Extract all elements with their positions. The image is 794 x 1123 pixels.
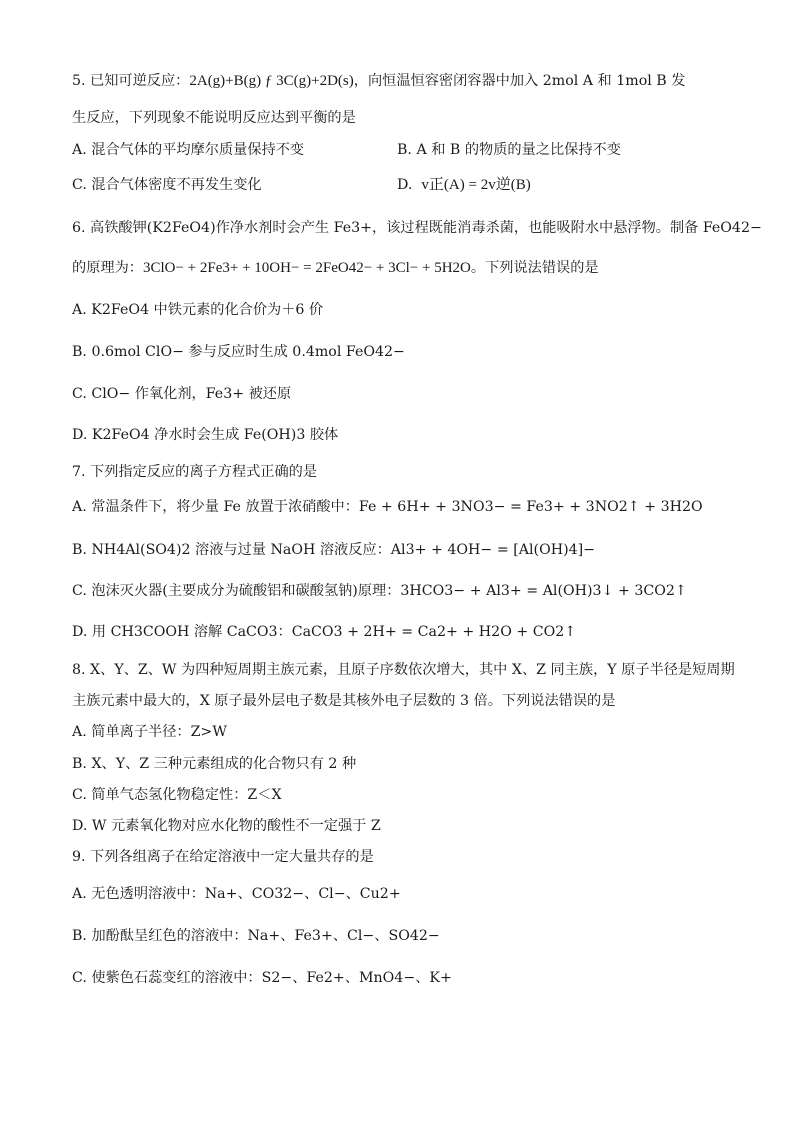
q5-option-a: A. 混合气体的平均摩尔质量保持不变 bbox=[72, 142, 305, 158]
q6-stem-2a: 的原理为： bbox=[72, 260, 143, 276]
q6-stem-2b: 。下列说法错误的是 bbox=[470, 260, 599, 276]
q9-option-c: C. 使紫色石蕊变红的溶液中：S2−、Fe2+、MnO4−、K+ bbox=[72, 970, 452, 986]
q5-stem-line2: 生反应，下列现象不能说明反应达到平衡的是 bbox=[72, 110, 356, 126]
q8-stem-line2: 主族元素中最大的，X 原子最外层电子数是其核外电子层数的 3 倍。下列说法错误的是 bbox=[72, 693, 616, 709]
q5-stem-1a: 5. 已知可逆反应： bbox=[72, 73, 190, 89]
q6-equation: 3ClO− + 2Fe3+ + 10OH− = 2FeO42− + 3Cl− + 5H2O bbox=[142, 260, 471, 276]
q6-option-b: B. 0.6mol ClO− 参与反应时生成 0.4mol FeO42− bbox=[72, 344, 405, 360]
q8-stem-line1: 8. X、Y、Z、W 为四种短周期主族元素，且原子序数依次增大，其中 X、Z 同主族，Y 原子半径是短周期 bbox=[72, 662, 735, 678]
q5-stem-1b: ，向恒温恒容密闭容器中加入 2mol A 和 1mol B 发 bbox=[353, 73, 686, 89]
q5-option-d bbox=[397, 175, 531, 195]
q8-option-b: B. X、Y、Z 三种元素组成的化合物只有 2 种 bbox=[72, 756, 357, 772]
q8-option-c: C. 简单气态氢化物稳定性：Z＜X bbox=[72, 787, 282, 803]
q6-option-a: A. K2FeO4 中铁元素的化合价为＋6 价 bbox=[72, 302, 324, 318]
q5-option-d-label: D. bbox=[397, 177, 413, 193]
q7-option-c: C. 泡沫灭火器(主要成分为硫酸铝和碳酸氢钠)原理：3HCO3− + Al3+ = Al(OH)3↓ + 3CO2↑ bbox=[72, 583, 687, 599]
q5-stem-line1 bbox=[72, 71, 685, 91]
q5-option-b: B. A 和 B 的物质的量之比保持不变 bbox=[397, 142, 621, 158]
q9-option-b: B. 加酚酞呈红色的溶液中：Na+、Fe3+、Cl−、SO42− bbox=[72, 928, 440, 944]
q5-option-c: C. 混合气体密度不再发生变化 bbox=[72, 177, 262, 193]
q6-stem-line1: 6. 高铁酸钾(K2FeO4)作净水剂时会产生 Fe3+，该过程既能消毒杀菌，也能吸附水中悬浮物。制备 FeO42− bbox=[72, 220, 762, 236]
q9-option-a: A. 无色透明溶液中：Na+、CO32−、Cl−、Cu2+ bbox=[72, 886, 401, 902]
q6-stem-line2 bbox=[72, 258, 599, 278]
q7-option-b: B. NH4Al(SO4)2 溶液与过量 NaOH 溶液反应：Al3+ + 4OH− = [Al(OH)4]− bbox=[72, 542, 596, 558]
q5-option-d-expr: v正(A) = 2v逆(B) bbox=[421, 177, 531, 193]
q7-option-a: A. 常温条件下，将少量 Fe 放置于浓硝酸中：Fe + 6H+ + 3NO3− = Fe3+ + 3NO2↑ + 3H2O bbox=[72, 499, 703, 515]
q6-option-d: D. K2FeO4 净水时会生成 Fe(OH)3 胶体 bbox=[72, 427, 339, 443]
q8-option-d: D. W 元素氧化物对应水化物的酸性不一定强于 Z bbox=[72, 818, 381, 834]
q9-stem: 9. 下列各组离子在给定溶液中一定大量共存的是 bbox=[72, 849, 374, 865]
q8-option-a: A. 简单离子半径：Z>W bbox=[72, 724, 227, 740]
q7-stem: 7. 下列指定反应的离子方程式正确的是 bbox=[72, 464, 318, 480]
q7-option-d: D. 用 CH3COOH 溶解 CaCO3：CaCO3 + 2H+ = Ca2+ + H2O + CO2↑ bbox=[72, 624, 577, 640]
q6-option-c: C. ClO− 作氧化剂，Fe3+ 被还原 bbox=[72, 386, 292, 402]
q5-equation: 2A(g)+B(g) ƒ 3C(g)+2D(s) bbox=[189, 73, 354, 89]
